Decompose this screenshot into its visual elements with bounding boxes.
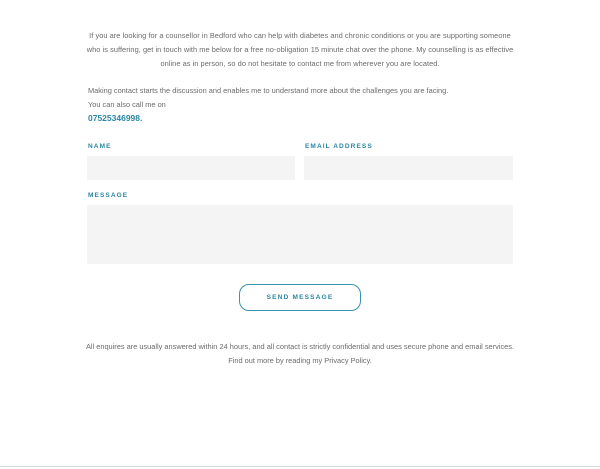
name-input[interactable] [87, 156, 295, 180]
send-message-button[interactable]: SEND MESSAGE [239, 284, 361, 311]
message-textarea[interactable] [87, 205, 513, 264]
email-input[interactable] [304, 156, 513, 180]
bottom-divider [0, 466, 600, 467]
phone-number-link[interactable]: 07525346998. [88, 113, 143, 123]
email-label: EMAIL ADDRESS [305, 143, 373, 150]
contact-line-2: You can also call me on [88, 100, 166, 109]
contact-line-1: Making contact starts the discussion and enables me to understand more about the challenges you are facing. [88, 86, 449, 95]
intro-paragraph: If you are looking for a counsellor in Bedford who can help with diabetes and chronic conditions or you are supporting someone who is suffering, get in touch with me below for a free no-obligation 15 minute chat over the phone. My counselling is as effective online as in person, so do not hesitate to contact me from wherever you are located. [86, 31, 514, 68]
footer-note: All enquires are usually answered within 24 hours, and all contact is strictly confidential and uses secure phone and email services. Find out more by reading my Privacy Policy. [85, 342, 515, 365]
name-label: NAME [88, 143, 112, 150]
contact-paragraph [88, 84, 518, 112]
message-label: MESSAGE [88, 192, 129, 199]
